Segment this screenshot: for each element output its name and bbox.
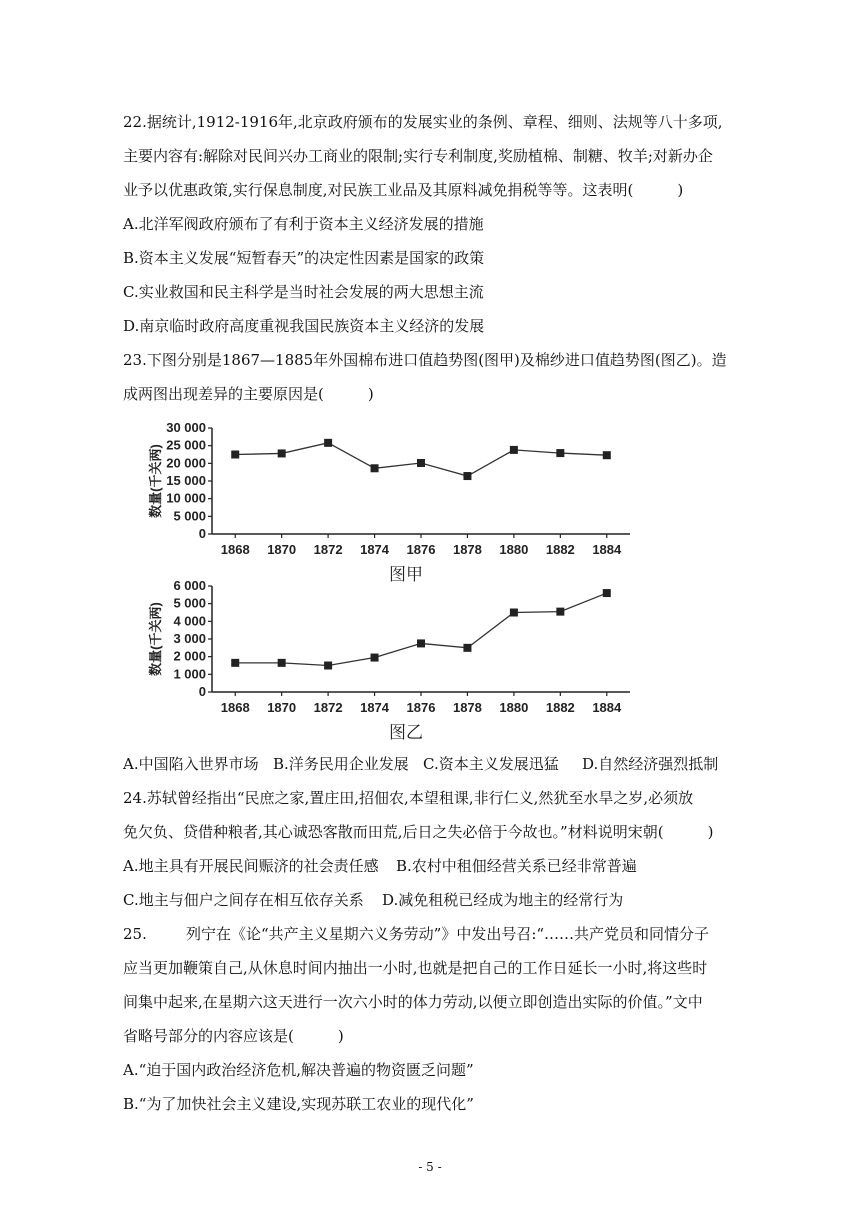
q24-line-2	[123, 822, 713, 842]
chart-yi-data-point	[231, 659, 239, 667]
chart-jia-xtick-label: 1868	[220, 542, 250, 557]
chart-jia	[140, 420, 640, 594]
q24-option-b: B.农村中租佃经营关系已经非常普遍	[396, 857, 637, 875]
q25-line-2: 应当更加鞭策自己,从休息时间内抽出一小时,也就是把自己的工作日延长一小时,将这些时	[123, 959, 708, 977]
chart-jia-data-point	[510, 446, 518, 454]
q22-close-paren: )	[677, 181, 684, 199]
q25-option-a: A.“迫于国内政治经济危机,解决普遍的物资匮乏问题”	[123, 1061, 474, 1079]
q22-line-2: 主要内容有:解除对民间兴办工商业的限制;实行专利制度,奖励植棉、制糖、牧羊;对新办企	[123, 147, 713, 165]
q25-option-b: B.“为了加快社会主义建设,实现苏联工农业的现代化”	[123, 1095, 474, 1113]
chart-yi-data-point	[417, 639, 425, 647]
chart-jia-xtick-label: 1872	[313, 542, 343, 557]
chart-jia-data-point	[417, 459, 425, 467]
chart-yi-ytick-label: 0	[198, 684, 206, 699]
chart-yi-ytick-label: 3 000	[173, 631, 206, 646]
chart-jia-data-point	[603, 451, 611, 459]
chart-jia-svg	[140, 420, 640, 590]
chart-yi-xtick-label: 1878	[452, 700, 482, 715]
q23-option-d: D.自然经济强烈抵制	[582, 755, 719, 773]
chart-jia-xtick-label: 1870	[267, 542, 297, 557]
chart-yi-ytick-label: 4 000	[173, 613, 206, 629]
chart-yi-xtick-label: 1884	[592, 700, 622, 715]
chart-jia-ytick-label: 30 000	[166, 420, 206, 435]
chart-jia-xtick-label: 1884	[592, 542, 622, 557]
q24-close-paren: )	[707, 823, 714, 841]
chart-yi-xtick-label: 1882	[545, 700, 575, 715]
chart-yi-ytick-label: 1 000	[173, 666, 206, 682]
chart-yi-xtick-label: 1880	[499, 700, 529, 715]
chart-jia-data-point	[463, 472, 471, 480]
q23-close-paren: )	[367, 385, 374, 403]
chart-yi-series-line	[235, 593, 607, 665]
chart-yi-xtick-label: 1876	[406, 700, 436, 715]
q22-option-b: B.资本主义发展“短暂春天”的决定性因素是国家的政策	[123, 249, 485, 267]
q25-line-4	[123, 1026, 344, 1046]
chart-yi-ytick-label: 6 000	[173, 578, 206, 593]
chart-jia-data-point	[278, 449, 286, 457]
chart-jia-xtick-label: 1876	[406, 542, 436, 557]
chart-jia-ytick-label: 10 000	[166, 490, 206, 506]
chart-yi-data-point	[463, 644, 471, 652]
q25-stem-end: 省略号部分的内容应该是(	[123, 1027, 294, 1045]
q22-option-a: A.北洋军阀政府颁布了有利于资本主义经济发展的措施	[123, 215, 484, 233]
chart-jia-ytick-label: 20 000	[166, 455, 206, 471]
q24-line-1: 24.苏轼曾经指出“民庶之家,置庄田,招佃农,本望租课,非行仁义,然犹至水旱之岁,必须放	[123, 789, 694, 807]
chart-jia-xtick-label: 1878	[452, 542, 482, 557]
q22-stem-end: 业予以优惠政策,实行保息制度,对民族工业品及其原料减免捐税等等。这表明(	[123, 181, 634, 199]
chart-jia-caption: 图甲	[389, 565, 423, 584]
chart-jia-data-point	[556, 449, 564, 457]
chart-yi-xtick-label: 1874	[360, 700, 390, 715]
page-number: - 5 -	[418, 1160, 442, 1174]
q23-line-1: 23.下图分别是1867—1885年外国棉布进口值趋势图(图甲)及棉纱进口值趋势图(图乙)。造	[123, 351, 727, 369]
q25-line-3: 间集中起来,在星期六这天进行一次六小时的体力劳动,以便立即创造出实际的价值。”文中	[123, 993, 703, 1011]
chart-yi-data-point	[371, 654, 379, 662]
q24-option-a: A.地主具有开展民间赈济的社会责任感	[123, 857, 379, 875]
chart-jia-ytick-label: 0	[198, 526, 206, 541]
chart-jia-data-point	[231, 451, 239, 459]
chart-yi-xtick-label: 1870	[267, 700, 297, 715]
q24-option-c: C.地主与佃户之间存在相互依存关系	[123, 891, 364, 909]
chart-yi-data-point	[510, 609, 518, 617]
chart-yi-caption: 图乙	[389, 723, 423, 742]
q25-number: 25.	[123, 925, 147, 943]
chart-jia-xtick-label: 1880	[499, 542, 529, 557]
chart-yi-xtick-label: 1872	[313, 700, 343, 715]
chart-yi-svg	[140, 578, 640, 748]
chart-yi-data-point	[556, 608, 564, 616]
q23-option-c: C.资本主义发展迅猛	[423, 755, 559, 773]
q24-stem-end: 免欠负、贷借种粮者,其心诚恐客散而田荒,后日之失必倍于今故也。”材料说明宋朝(	[123, 823, 664, 841]
q22-line-1: 22.据统计,1912-1916年,北京政府颁布的发展实业的条例、章程、细则、法规等八十多项,	[123, 113, 723, 131]
q23-line-2	[123, 384, 374, 404]
chart-jia-xtick-label: 1882	[545, 542, 575, 557]
q22-option-d: D.南京临时政府高度重视我国民族资本主义经济的发展	[123, 317, 485, 335]
q25-close-paren: )	[337, 1027, 344, 1045]
q23-option-a: A.中国陷入世界市场	[123, 755, 259, 773]
chart-jia-y-axis-label: 数量(千关两)	[148, 444, 163, 518]
chart-yi-data-point	[603, 589, 611, 597]
chart-yi-y-axis-label: 数量(千关两)	[148, 602, 163, 676]
q23-option-b: B.洋务民用企业发展	[273, 755, 409, 773]
chart-yi-data-point	[324, 662, 332, 670]
chart-jia-ytick-label: 15 000	[166, 473, 206, 488]
chart-jia-data-point	[324, 439, 332, 447]
q22-line-3	[123, 180, 683, 200]
q25-line-1: 列宁在《论“共产主义星期六义务劳动”》中发出号召:“……共产党员和同情分子	[186, 925, 710, 943]
chart-yi	[140, 578, 640, 752]
q23-stem-end: 成两图出现差异的主要原因是(	[123, 385, 324, 403]
chart-yi-data-point	[278, 659, 286, 667]
chart-jia-ytick-label: 5 000	[173, 508, 206, 524]
chart-yi-ytick-label: 5 000	[173, 595, 206, 611]
chart-yi-ytick-label: 2 000	[173, 648, 206, 664]
chart-jia-ytick-label: 25 000	[166, 437, 206, 453]
chart-jia-data-point	[371, 464, 379, 472]
chart-jia-xtick-label: 1874	[360, 542, 390, 557]
q24-option-d: D.减免租税已经成为地主的经常行为	[382, 891, 624, 909]
q22-option-c: C.实业救国和民主科学是当时社会发展的两大思想主流	[123, 283, 484, 301]
chart-yi-xtick-label: 1868	[220, 700, 250, 715]
